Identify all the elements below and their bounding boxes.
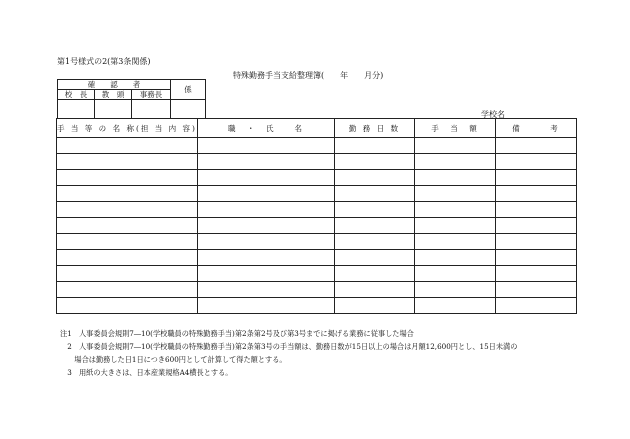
- table-cell[interactable]: [496, 218, 577, 234]
- table-cell[interactable]: [415, 202, 496, 218]
- table-cell[interactable]: [198, 266, 335, 282]
- table-row: [57, 186, 577, 202]
- table-cell[interactable]: [198, 202, 335, 218]
- table-row: [57, 138, 577, 154]
- col-remarks: 備 考: [496, 119, 577, 138]
- table-cell[interactable]: [57, 154, 198, 170]
- clerk-label: 係: [171, 80, 206, 100]
- vice-principal-label: 教 頭: [95, 90, 132, 100]
- footnote-2: 2 人事委員会規則7―10(学校職員の特殊勤務手当)第2条第3号の手当額は、勤務日数が15日以上の場合は月額12,600円とし、15日未満の: [60, 342, 518, 351]
- footnote-1: 注1 人事委員会規則7―10(学校職員の特殊勤務手当)第2条第2号及び第3号までに掲げる業務に従事した場合: [60, 329, 414, 338]
- col-work-days: 勤 務 日 数: [335, 119, 415, 138]
- table-cell[interactable]: [496, 298, 577, 314]
- table-row: [57, 170, 577, 186]
- table-cell[interactable]: [335, 282, 415, 298]
- table-row: [57, 266, 577, 282]
- table-cell[interactable]: [198, 138, 335, 154]
- table-cell[interactable]: [335, 202, 415, 218]
- table-row: [57, 298, 577, 314]
- table-cell[interactable]: [335, 138, 415, 154]
- table-cell[interactable]: [496, 250, 577, 266]
- table-cell[interactable]: [198, 234, 335, 250]
- table-cell[interactable]: [57, 298, 198, 314]
- table-cell[interactable]: [335, 154, 415, 170]
- table-cell[interactable]: [415, 138, 496, 154]
- table-cell[interactable]: [496, 170, 577, 186]
- table-cell[interactable]: [415, 186, 496, 202]
- table-cell[interactable]: [198, 154, 335, 170]
- table-row: [57, 234, 577, 250]
- principal-seal-cell[interactable]: [58, 100, 95, 119]
- vice-principal-seal-cell[interactable]: [95, 100, 132, 119]
- table-cell[interactable]: [57, 234, 198, 250]
- table-cell[interactable]: [415, 170, 496, 186]
- col-allowance-name: 手 当 等 の 名 称(担 当 内 容): [57, 119, 198, 138]
- principal-label: 校 長: [58, 90, 95, 100]
- table-cell[interactable]: [496, 154, 577, 170]
- table-cell[interactable]: [57, 218, 198, 234]
- table-cell[interactable]: [335, 234, 415, 250]
- footnote-2-cont: 場合は勤務した日1日につき600円として計算して得た額とする。: [60, 355, 287, 364]
- confirmer-header: 確 認 者: [58, 80, 171, 90]
- col-allowance-amount: 手 当 額: [415, 119, 496, 138]
- table-cell[interactable]: [57, 266, 198, 282]
- table-cell[interactable]: [415, 250, 496, 266]
- table-cell[interactable]: [496, 202, 577, 218]
- office-manager-seal-cell[interactable]: [132, 100, 171, 119]
- table-cell[interactable]: [57, 250, 198, 266]
- table-cell[interactable]: [496, 138, 577, 154]
- table-row: [57, 218, 577, 234]
- table-row: [57, 202, 577, 218]
- form-id: 第1号様式の2(第3条関係): [57, 57, 151, 66]
- table-cell[interactable]: [57, 138, 198, 154]
- table-cell[interactable]: [198, 282, 335, 298]
- table-cell[interactable]: [335, 250, 415, 266]
- confirmation-box: [57, 79, 206, 119]
- table-cell[interactable]: [415, 282, 496, 298]
- footnotes: [60, 327, 517, 379]
- table-header-row: [57, 119, 577, 138]
- table-row: [57, 282, 577, 298]
- table-cell[interactable]: [335, 266, 415, 282]
- table-cell[interactable]: [415, 298, 496, 314]
- table-cell[interactable]: [57, 186, 198, 202]
- table-cell[interactable]: [496, 186, 577, 202]
- table-cell[interactable]: [57, 170, 198, 186]
- school-name-label: 学校名: [481, 110, 505, 119]
- table-cell[interactable]: [335, 170, 415, 186]
- table-cell[interactable]: [198, 186, 335, 202]
- table-cell[interactable]: [415, 234, 496, 250]
- col-position-name: 職 ・ 氏 名: [198, 119, 335, 138]
- table-cell[interactable]: [198, 170, 335, 186]
- table-cell[interactable]: [335, 186, 415, 202]
- table-cell[interactable]: [198, 250, 335, 266]
- table-row: [57, 154, 577, 170]
- footnote-3: 3 用紙の大きさは、日本産業規格A4横長とする。: [60, 368, 233, 377]
- table-cell[interactable]: [57, 202, 198, 218]
- table-cell[interactable]: [496, 266, 577, 282]
- table-cell[interactable]: [415, 154, 496, 170]
- page-title: 特殊勤務手当支給整理簿( 年 月分): [233, 71, 384, 80]
- table-cell[interactable]: [335, 218, 415, 234]
- allowance-table: [56, 118, 577, 314]
- table-cell[interactable]: [415, 266, 496, 282]
- table-cell[interactable]: [198, 298, 335, 314]
- table-cell[interactable]: [198, 218, 335, 234]
- office-manager-label: 事務長: [132, 90, 171, 100]
- table-cell[interactable]: [57, 282, 198, 298]
- table-cell[interactable]: [496, 282, 577, 298]
- table-row: [57, 250, 577, 266]
- table-cell[interactable]: [496, 234, 577, 250]
- table-cell[interactable]: [415, 218, 496, 234]
- table-cell[interactable]: [335, 298, 415, 314]
- clerk-seal-cell[interactable]: [171, 100, 206, 119]
